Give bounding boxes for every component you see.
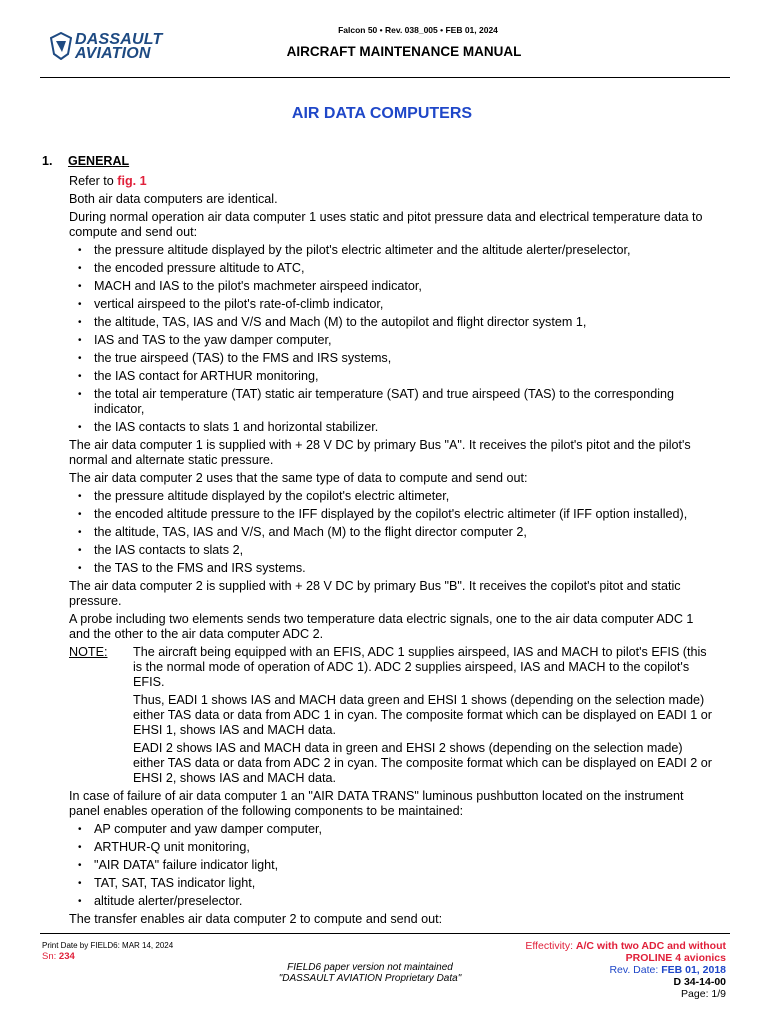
list-item: • TAT, SAT, TAS indicator light,: [69, 876, 714, 891]
list-item: • the IAS contacts to slats 2,: [69, 543, 714, 558]
refer-paragraph: [69, 174, 714, 189]
note-label: NOTE:: [69, 645, 108, 659]
list-item: • IAS and TAS to the yaw damper computer,: [69, 333, 714, 348]
list-item: • the altitude, TAS, IAS and V/S and Mach (M) to the autopilot and flight director system 1,: [69, 315, 714, 330]
paper-version-notice: FIELD6 paper version not maintained: [287, 962, 453, 973]
note-paragraph: EADI 2 shows IAS and MACH data in green and EHSI 2 shows (depending on the selection made) either TAS data or data from ADC 2 in cyan. The composite format which can be displayed on EADI 2 or EHSI 2, shows IAS and MACH data.: [133, 741, 712, 785]
list-item: • the pressure altitude displayed by the pilot's electric altimeter and the altitude alerter/preselector,: [69, 243, 714, 258]
adc2-output-list: [69, 489, 714, 576]
rev-date-value: FEB 01, 2018: [661, 964, 726, 976]
serial-number: [42, 951, 173, 962]
footer-rule: [40, 933, 730, 934]
list-item: • the altitude, TAS, IAS and V/S, and Mach (M) to the flight director computer 2,: [69, 525, 714, 540]
section-number: 1.: [42, 154, 53, 168]
list-item: • the encoded pressure altitude to ATC,: [69, 261, 714, 276]
list-item: • the IAS contact for ARTHUR monitoring,: [69, 369, 714, 384]
proprietary-notice: "DASSAULT AVIATION Proprietary Data": [278, 973, 462, 984]
paragraph: During normal operation air data computer 1 uses static and pitot pressure data and electrical temperature data to compute and send out:: [69, 210, 703, 239]
paragraph: The transfer enables air data computer 2 to compute and send out:: [69, 912, 443, 926]
adc1-output-list: [69, 243, 714, 435]
list-item: • "AIR DATA" failure indicator light,: [69, 858, 714, 873]
revision-header: Falcon 50 • Rev. 038_005 • FEB 01, 2024: [338, 25, 498, 35]
paragraph: Both air data computers are identical.: [69, 192, 278, 206]
list-item: • the TAS to the FMS and IRS systems.: [69, 561, 714, 576]
list-item: • altitude alerter/preselector.: [69, 894, 714, 909]
section-heading: [42, 154, 129, 168]
figure-link[interactable]: fig. 1: [117, 174, 147, 188]
footer-right: [525, 940, 726, 1000]
footer-left: [42, 940, 173, 962]
note-paragraph: The aircraft being equipped with an EFIS, ADC 1 supplies airspeed, IAS and MACH to pilot's EFIS (this is the normal mode of operation of ADC 1). ADC 2 supplies airspeed, IAS and MACH to the copilot's EFIS.: [133, 645, 707, 689]
document-reference: [525, 976, 726, 988]
list-item: • the pressure altitude displayed by the copilot's electric altimeter,: [69, 489, 714, 504]
paragraph: A probe including two elements sends two temperature data electric signals, one to the air data computer ADC 1 and the other to the air data computer ADC 2.: [69, 612, 694, 641]
page-number: Page: 1/9: [681, 988, 726, 1000]
rev-date-label: Rev. Date:: [609, 964, 662, 976]
list-item: • the encoded altitude pressure to the IFF displayed by the copilot's electric altimeter (if IFF option installed),: [69, 507, 714, 522]
header-rule: [40, 77, 730, 78]
list-item: • ARTHUR-Q unit monitoring,: [69, 840, 714, 855]
logo-line-2: AVIATION: [75, 45, 151, 62]
paragraph: The air data computer 2 is supplied with + 28 V DC by primary Bus "B". It receives the copilot's pitot and static pressure.: [69, 579, 681, 608]
revision-date: [525, 964, 726, 976]
section-title: GENERAL: [68, 154, 130, 168]
doc-ref: D 34-14-00: [673, 976, 726, 988]
document-body: [69, 174, 714, 930]
effectivity: [525, 940, 726, 952]
page-title: AIR DATA COMPUTERS: [291, 105, 473, 122]
effectivity-continued: [525, 952, 726, 964]
effectivity-value: A/C with two ADC and without: [575, 940, 726, 952]
refer-prefix: Refer to: [69, 174, 118, 188]
list-item: • AP computer and yaw damper computer,: [69, 822, 714, 837]
note-block: [69, 645, 714, 786]
list-item: • vertical airspeed to the pilot's rate-of-climb indicator,: [69, 297, 714, 312]
logo-line-1: DASSAULT: [75, 31, 163, 48]
paragraph: The air data computer 2 uses that the same type of data to compute and send out:: [69, 471, 528, 485]
failure-components-list: [69, 822, 714, 909]
effectivity-label: Effectivity:: [525, 940, 576, 952]
effectivity-value-2: PROLINE 4 avionics: [625, 952, 726, 964]
paragraph: In case of failure of air data computer 1 an "AIR DATA TRANS" luminous pushbutton located on the instrument panel enables operation of the following components to be maintained:: [69, 789, 684, 818]
manual-title: AIRCRAFT MAINTENANCE MANUAL: [286, 44, 522, 59]
sn-value: 234: [58, 951, 75, 962]
sn-label: Sn:: [42, 951, 59, 962]
print-date: Print Date by FIELD6: MAR 14, 2024: [42, 941, 174, 950]
footer-center: [230, 962, 510, 984]
list-item: • the true airspeed (TAS) to the FMS and IRS systems,: [69, 351, 714, 366]
list-item: • MACH and IAS to the pilot's machmeter airspeed indicator,: [69, 279, 714, 294]
paragraph: The air data computer 1 is supplied with + 28 V DC by primary Bus "A". It receives the pilot's pitot and the pilot's normal and alternate static pressure.: [69, 438, 691, 467]
list-item: • the IAS contacts to slats 1 and horizontal stabilizer.: [69, 420, 714, 435]
note-paragraph: Thus, EADI 1 shows IAS and MACH data green and EHSI 1 shows (depending on the selection made) either TAS data or data from ADC 1 in cyan. The composite format which can be displayed on EADI 1 or EHSI 1, shows IAS and MACH data.: [133, 693, 712, 737]
list-item: • the total air temperature (TAT) static air temperature (SAT) and true airspeed (TAS) to the corresponding indicator,: [69, 387, 714, 417]
